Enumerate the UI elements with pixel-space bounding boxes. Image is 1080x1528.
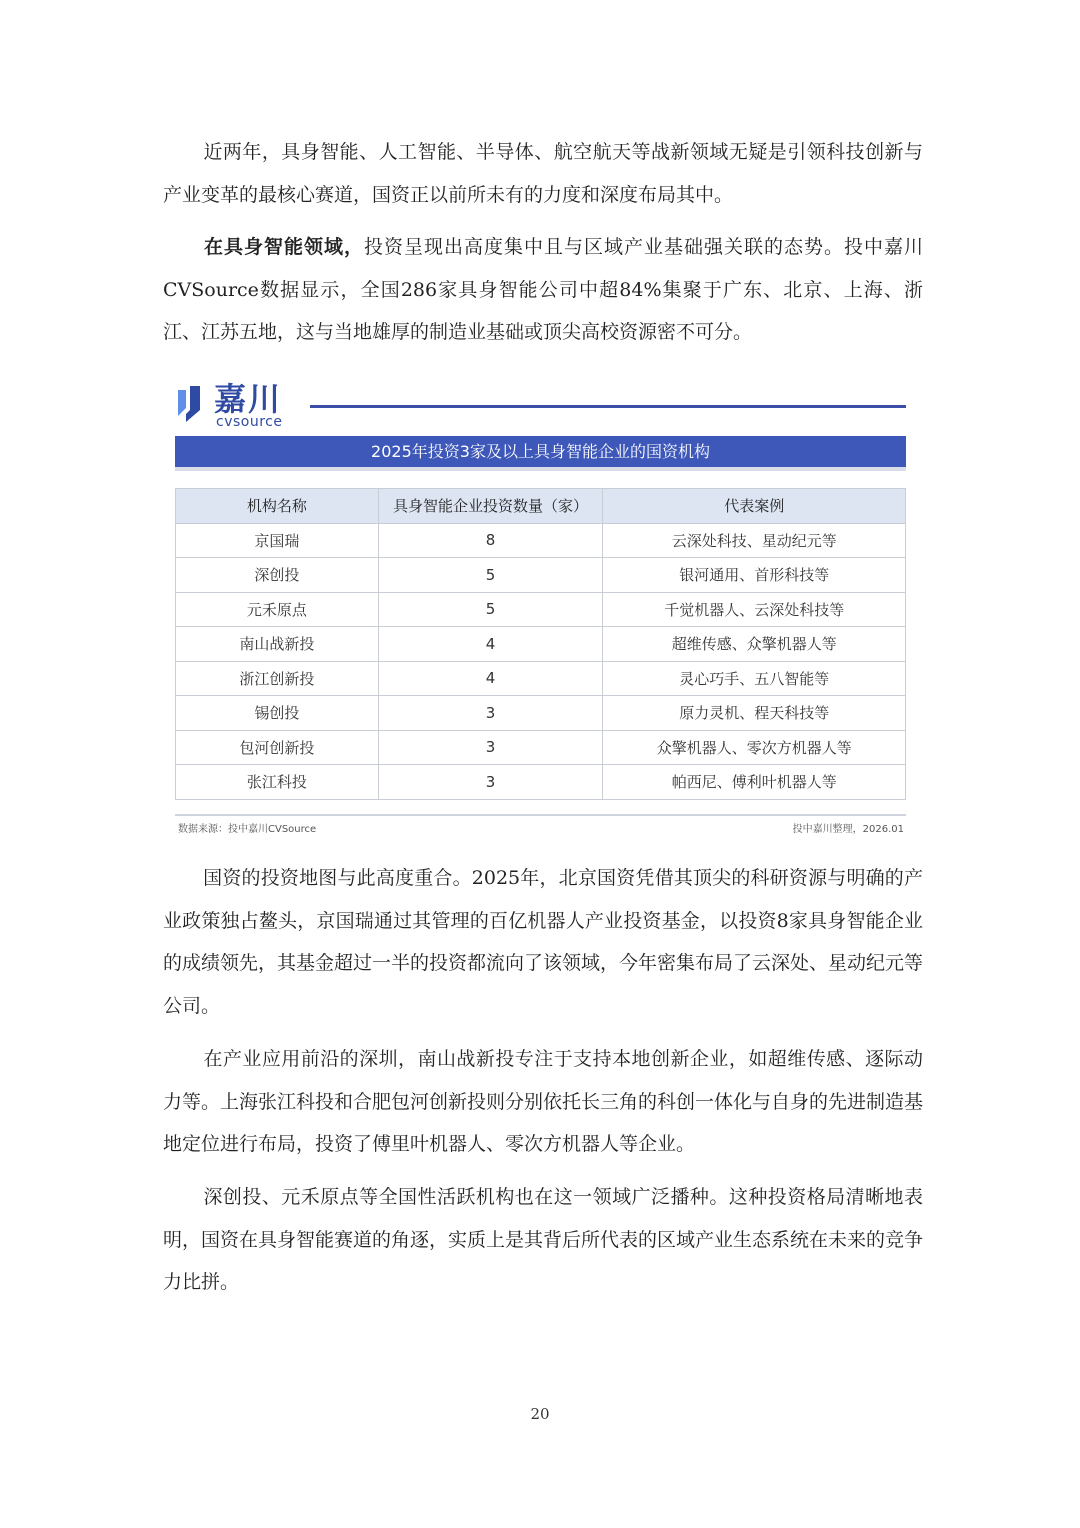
cell-count: 8 — [378, 523, 603, 558]
paragraph-4 — [163, 1038, 923, 1166]
cell-cases: 银河通用、首形科技等 — [603, 558, 906, 593]
paragraph-4-text: 在产业应用前沿的深圳，南山战新投专注于支持本地创新企业，如超维传感、逐际动力等。上海张江科投和合肥包河创新投则分别依托长三角的科创一体化与自身的先进制造基地定位进行布局，投资了傅里叶机器人、零次方机器人等企业。 — [163, 1048, 924, 1155]
header-count: 具身智能企业投资数量（家） — [378, 489, 603, 524]
paragraph-1-text: 近两年，具身智能、人工智能、半导体、航空航天等战新领域无疑是引领科技创新与产业变革的最核心赛道，国资正以前所未有的力度和深度布局其中。 — [163, 141, 923, 206]
cell-cases: 灵心巧手、五八智能等 — [603, 661, 906, 696]
cell-cases: 超维传感、众擎机器人等 — [603, 627, 906, 662]
paragraph-2-text: 投资呈现出高度集中且与区域产业基础强关联的态势。投中嘉川CVSource数据显示，全国286家具身智能公司中超84%集聚于广东、北京、上海、浙江、江苏五地，这与当地雄厚的制造业基础或顶尖高校资源密不可分。 — [163, 236, 923, 343]
cell-count: 3 — [378, 765, 603, 800]
cell-count: 5 — [378, 592, 603, 627]
paragraph-5-text: 深创投、元禾原点等全国性活跃机构也在这一领域广泛播种。这种投资格局清晰地表明，国资在具身智能赛道的角逐，实质上是其背后所代表的区域产业生态系统在未来的竞争力比拼。 — [163, 1186, 924, 1293]
cell-institution: 深创投 — [176, 558, 379, 593]
cell-institution: 元禾原点 — [176, 592, 379, 627]
table-row — [176, 523, 906, 558]
source-divider — [175, 814, 906, 816]
header-divider — [310, 405, 906, 408]
table-row — [176, 696, 906, 731]
cell-cases: 帕西尼、傅利叶机器人等 — [603, 765, 906, 800]
logo-english-text: cvsource — [216, 414, 283, 430]
institution-table — [175, 488, 906, 800]
page-number: 20 — [530, 1405, 550, 1423]
data-source-note: 数据来源：投中嘉川CVSource — [178, 824, 317, 835]
table-row — [176, 627, 906, 662]
cell-cases: 千觉机器人、云深处科技等 — [603, 592, 906, 627]
table-row — [176, 661, 906, 696]
table-header-row — [176, 489, 906, 524]
table-row — [176, 592, 906, 627]
cell-cases: 众擎机器人、零次方机器人等 — [603, 730, 906, 765]
cell-cases: 云深处科技、星动纪元等 — [603, 523, 906, 558]
table-row — [176, 765, 906, 800]
logo-chinese-text: 嘉川 — [214, 380, 283, 418]
cell-count: 3 — [378, 696, 603, 731]
paragraph-1 — [163, 131, 923, 216]
table-row — [176, 558, 906, 593]
cell-count: 3 — [378, 730, 603, 765]
cell-institution: 浙江创新投 — [176, 661, 379, 696]
cell-institution: 京国瑞 — [176, 523, 379, 558]
cell-count: 5 — [378, 558, 603, 593]
compiled-by-note: 投中嘉川整理，2026.01 — [792, 824, 904, 835]
cell-count: 4 — [378, 661, 603, 696]
table-title: 2025年投资3家及以上具身智能企业的国资机构 — [175, 436, 906, 467]
cell-cases: 原力灵机、程天科技等 — [603, 696, 906, 731]
paragraph-2-lead: 在具身智能领域， — [203, 236, 364, 258]
cell-institution: 包河创新投 — [176, 730, 379, 765]
paragraph-3-text: 国资的投资地图与此高度重合。2025年，北京国资凭借其顶尖的科研资源与明确的产业政策独占鳌头，京国瑞通过其管理的百亿机器人产业投资基金，以投资8家具身智能企业的成绩领先，其基金超过一半的投资都流向了该领域，今年密集布局了云深处、星动纪元等公司。 — [163, 867, 924, 1017]
investment-table-figure — [172, 370, 908, 840]
table-title-shadow — [175, 467, 906, 471]
cell-institution: 锡创投 — [176, 696, 379, 731]
paragraph-2 — [163, 226, 923, 354]
table-row — [176, 730, 906, 765]
cvsource-logo-mark-icon — [174, 382, 208, 422]
paragraph-5 — [163, 1176, 923, 1304]
cell-institution: 南山战新投 — [176, 627, 379, 662]
header-institution: 机构名称 — [176, 489, 379, 524]
header-cases: 代表案例 — [603, 489, 906, 524]
cell-count: 4 — [378, 627, 603, 662]
cell-institution: 张江科投 — [176, 765, 379, 800]
paragraph-3 — [163, 857, 923, 1027]
